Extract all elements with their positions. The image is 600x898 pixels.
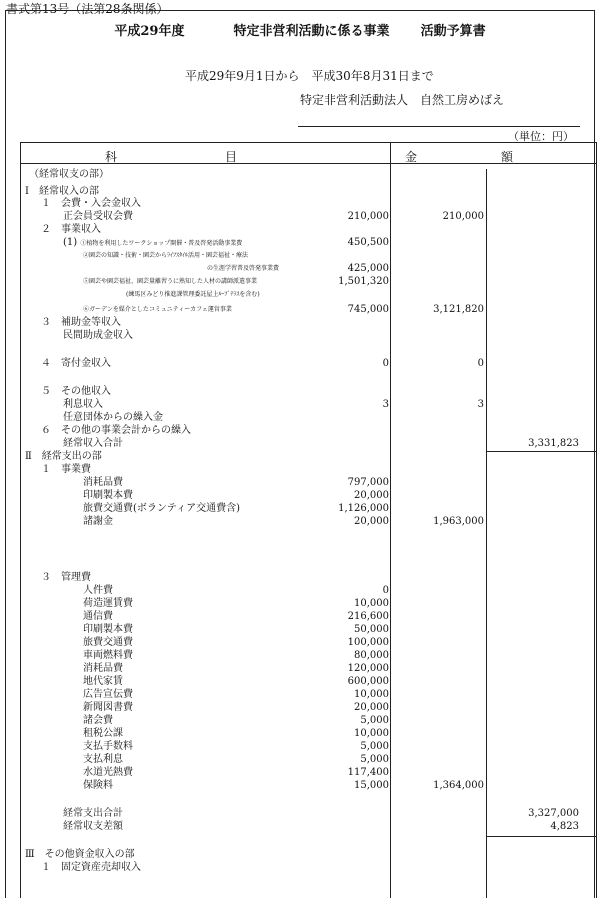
- row-label: 消耗品費: [83, 477, 123, 488]
- amount-v2: 1,963,000: [433, 516, 484, 527]
- amount-v1: 120,000: [347, 663, 389, 674]
- form-code: 書式第13号（法第28条関係）: [6, 2, 169, 16]
- amount-v1: 117,400: [347, 767, 389, 778]
- table-row: [21, 211, 597, 223]
- table-row: [21, 412, 597, 424]
- table-row: [21, 715, 597, 727]
- table-row: [21, 862, 597, 874]
- row-label: １ 会費・入会金収入: [41, 198, 141, 209]
- table-row: [21, 637, 597, 649]
- table-row: [21, 451, 597, 463]
- table-row: [21, 728, 597, 740]
- amount-v1: 1,126,000: [338, 503, 389, 514]
- row-label: 水道光熱費: [83, 767, 133, 778]
- table-row: [21, 611, 597, 623]
- amount-v1: 80,000: [354, 650, 389, 661]
- table-row: [21, 250, 597, 262]
- row-label: 利息収入: [63, 399, 103, 410]
- row-label: 荷造運賃費: [83, 598, 133, 609]
- row-label: 任意団体からの繰入金: [63, 412, 163, 423]
- table-row: [21, 224, 597, 236]
- row-label: (1) ①植物を利用したワークショップ開催・普及啓発活動事業費: [63, 237, 243, 248]
- organization-name: 特定非営利活動法人 自然工房めばえ: [300, 93, 505, 107]
- amount-v1: 50,000: [354, 624, 389, 635]
- row-label: （経常収支の部）: [29, 169, 109, 180]
- title-doc-type: 活動予算書: [420, 24, 486, 39]
- table-row: [21, 330, 597, 342]
- amount-v1: 100,000: [347, 637, 389, 648]
- table-row: [21, 464, 597, 476]
- row-label: ②園芸の知識・技術・園芸からﾗｲﾌｽﾀｲﾙ活用・園芸福祉・療法: [83, 252, 249, 259]
- row-label: 印刷製本費: [83, 624, 133, 635]
- table-row: [21, 425, 597, 437]
- organization-underline: [298, 126, 580, 127]
- table-row: [21, 516, 597, 528]
- row-label: 支払利息: [83, 754, 123, 765]
- table-row: [21, 276, 597, 288]
- table-row: [21, 477, 597, 489]
- amount-v1: 5,000: [360, 741, 389, 752]
- document-title: [0, 20, 600, 39]
- amount-v1: 15,000: [354, 780, 389, 791]
- table-row: [21, 572, 597, 584]
- table-row: [21, 741, 597, 753]
- row-label: ６ その他の事業会計からの繰入: [41, 425, 191, 436]
- table-row: [21, 598, 597, 610]
- row-label: 通信費: [83, 611, 113, 622]
- table-row: [21, 780, 597, 792]
- row-label: 正会員受収会費: [63, 211, 133, 222]
- row-label: Ⅱ 経常支出の部: [25, 451, 102, 462]
- table-row: [21, 399, 597, 411]
- row-label: の生涯学習普及啓発事業費: [207, 265, 280, 272]
- row-label: １ 事業費: [41, 464, 91, 475]
- table-row: [21, 503, 597, 515]
- table-row: [21, 821, 597, 833]
- amount-v1: 1,501,320: [338, 276, 389, 287]
- amount-v1: 5,000: [360, 715, 389, 726]
- row-label: ⑥ガーデンを媒介としたコミュニティーカフェ運営事業: [83, 306, 232, 313]
- amount-v1: 600,000: [347, 676, 389, 687]
- table-row: [21, 198, 597, 210]
- table-row: [21, 490, 597, 502]
- row-label: 諸謝金: [83, 516, 113, 527]
- header-subject: 科 目: [105, 150, 238, 164]
- row-label: 租税公課: [83, 728, 123, 739]
- row-label: 諸会費: [83, 715, 113, 726]
- amount-v1: 10,000: [354, 728, 389, 739]
- table-row: [21, 676, 597, 688]
- row-label: 地代家賃: [83, 676, 123, 687]
- amount-v1: 216,600: [347, 611, 389, 622]
- table-row: [21, 304, 597, 316]
- table-row: [21, 386, 597, 398]
- row-label: Ⅰ 経常収入の部: [25, 186, 99, 197]
- row-label: 保険料: [83, 780, 113, 791]
- row-label: 新聞図書費: [83, 702, 133, 713]
- amount-v3: 4,823: [550, 821, 579, 832]
- table-row: [21, 186, 597, 198]
- row-label: ⑤園芸や園芸福祉、園芸量離習うに熟知した人材の講師派遣事業: [83, 278, 258, 285]
- amount-v3: 3,331,823: [528, 438, 579, 449]
- table-row: [21, 169, 597, 181]
- amount-v1: 210,000: [347, 211, 389, 222]
- row-label: 支払手数料: [83, 741, 133, 752]
- table-row: [21, 689, 597, 701]
- row-label: Ⅲ その他資金収入の部: [25, 849, 135, 860]
- table-row: [21, 849, 597, 861]
- table-row: [21, 317, 597, 329]
- table-row: [21, 438, 597, 450]
- row-label: 民間助成金収入: [63, 330, 133, 341]
- row-label: １ 固定資産売却収入: [41, 862, 141, 873]
- title-subject: 特定非営利活動に係る事業: [233, 24, 390, 39]
- amount-v1: 20,000: [354, 516, 389, 527]
- header-amount: 金 額: [405, 150, 514, 164]
- amount-v2: 3,121,820: [433, 304, 484, 315]
- row-label: 旅費交通費: [83, 637, 133, 648]
- amount-v3: 3,327,000: [528, 808, 579, 819]
- table-row: [21, 358, 597, 370]
- row-label: 人件費: [83, 585, 113, 596]
- row-label: (練馬区みどり推進課管理委託屋上ﾙｰﾌﾞﾃﾗｽを含む): [126, 291, 260, 298]
- table-row: [21, 624, 597, 636]
- row-label: ２ 事業収入: [41, 224, 101, 235]
- amount-v1: 425,000: [347, 263, 389, 274]
- amount-v2: 210,000: [442, 211, 484, 222]
- table-row: [21, 702, 597, 714]
- amount-v1: 10,000: [354, 689, 389, 700]
- amount-v2: 0: [477, 358, 484, 369]
- fiscal-period: 平成29年9月1日から 平成30年8月31日まで: [185, 69, 434, 83]
- unit-label: （単位：円）: [508, 130, 574, 143]
- row-label: 印刷製本費: [83, 490, 133, 501]
- table-row: [21, 237, 597, 249]
- amount-v2: 3: [477, 399, 484, 410]
- row-label: ５ その他収入: [41, 386, 111, 397]
- row-label: 経常収入合計: [63, 438, 123, 449]
- table-row: [21, 754, 597, 766]
- amount-v1: 797,000: [347, 477, 389, 488]
- row-label: ４ 寄付金収入: [41, 358, 111, 369]
- subtotal-rule-expense: [486, 836, 596, 837]
- table-row: [21, 767, 597, 779]
- row-label: 車両燃料費: [83, 650, 133, 661]
- row-label: 経常収支差額: [63, 821, 123, 832]
- row-label: 経常支出合計: [63, 808, 123, 819]
- amount-v1: 20,000: [354, 702, 389, 713]
- table-row: [21, 289, 597, 301]
- table-row: [21, 663, 597, 675]
- amount-v1: 20,000: [354, 490, 389, 501]
- table-row: [21, 263, 597, 275]
- title-year: 平成29年度: [114, 24, 185, 39]
- table-row: [21, 808, 597, 820]
- amount-v1: 745,000: [347, 304, 389, 315]
- row-label: 旅費交通費(ボランティア交通費含): [83, 503, 241, 514]
- amount-v1: 5,000: [360, 754, 389, 765]
- amount-v1: 0: [382, 358, 389, 369]
- amount-v1: 3: [382, 399, 389, 410]
- amount-v1: 10,000: [354, 598, 389, 609]
- amount-v2: 1,364,000: [433, 780, 484, 791]
- table-row: [21, 585, 597, 597]
- row-label: 広告宣伝費: [83, 689, 133, 700]
- table-row: [21, 650, 597, 662]
- row-label: ３ 補助金等収入: [41, 317, 121, 328]
- amount-v1: 0: [382, 585, 389, 596]
- row-label: ３ 管理費: [41, 572, 91, 583]
- budget-table: [20, 142, 597, 898]
- row-label: 消耗品費: [83, 663, 123, 674]
- amount-v1: 450,500: [347, 237, 389, 248]
